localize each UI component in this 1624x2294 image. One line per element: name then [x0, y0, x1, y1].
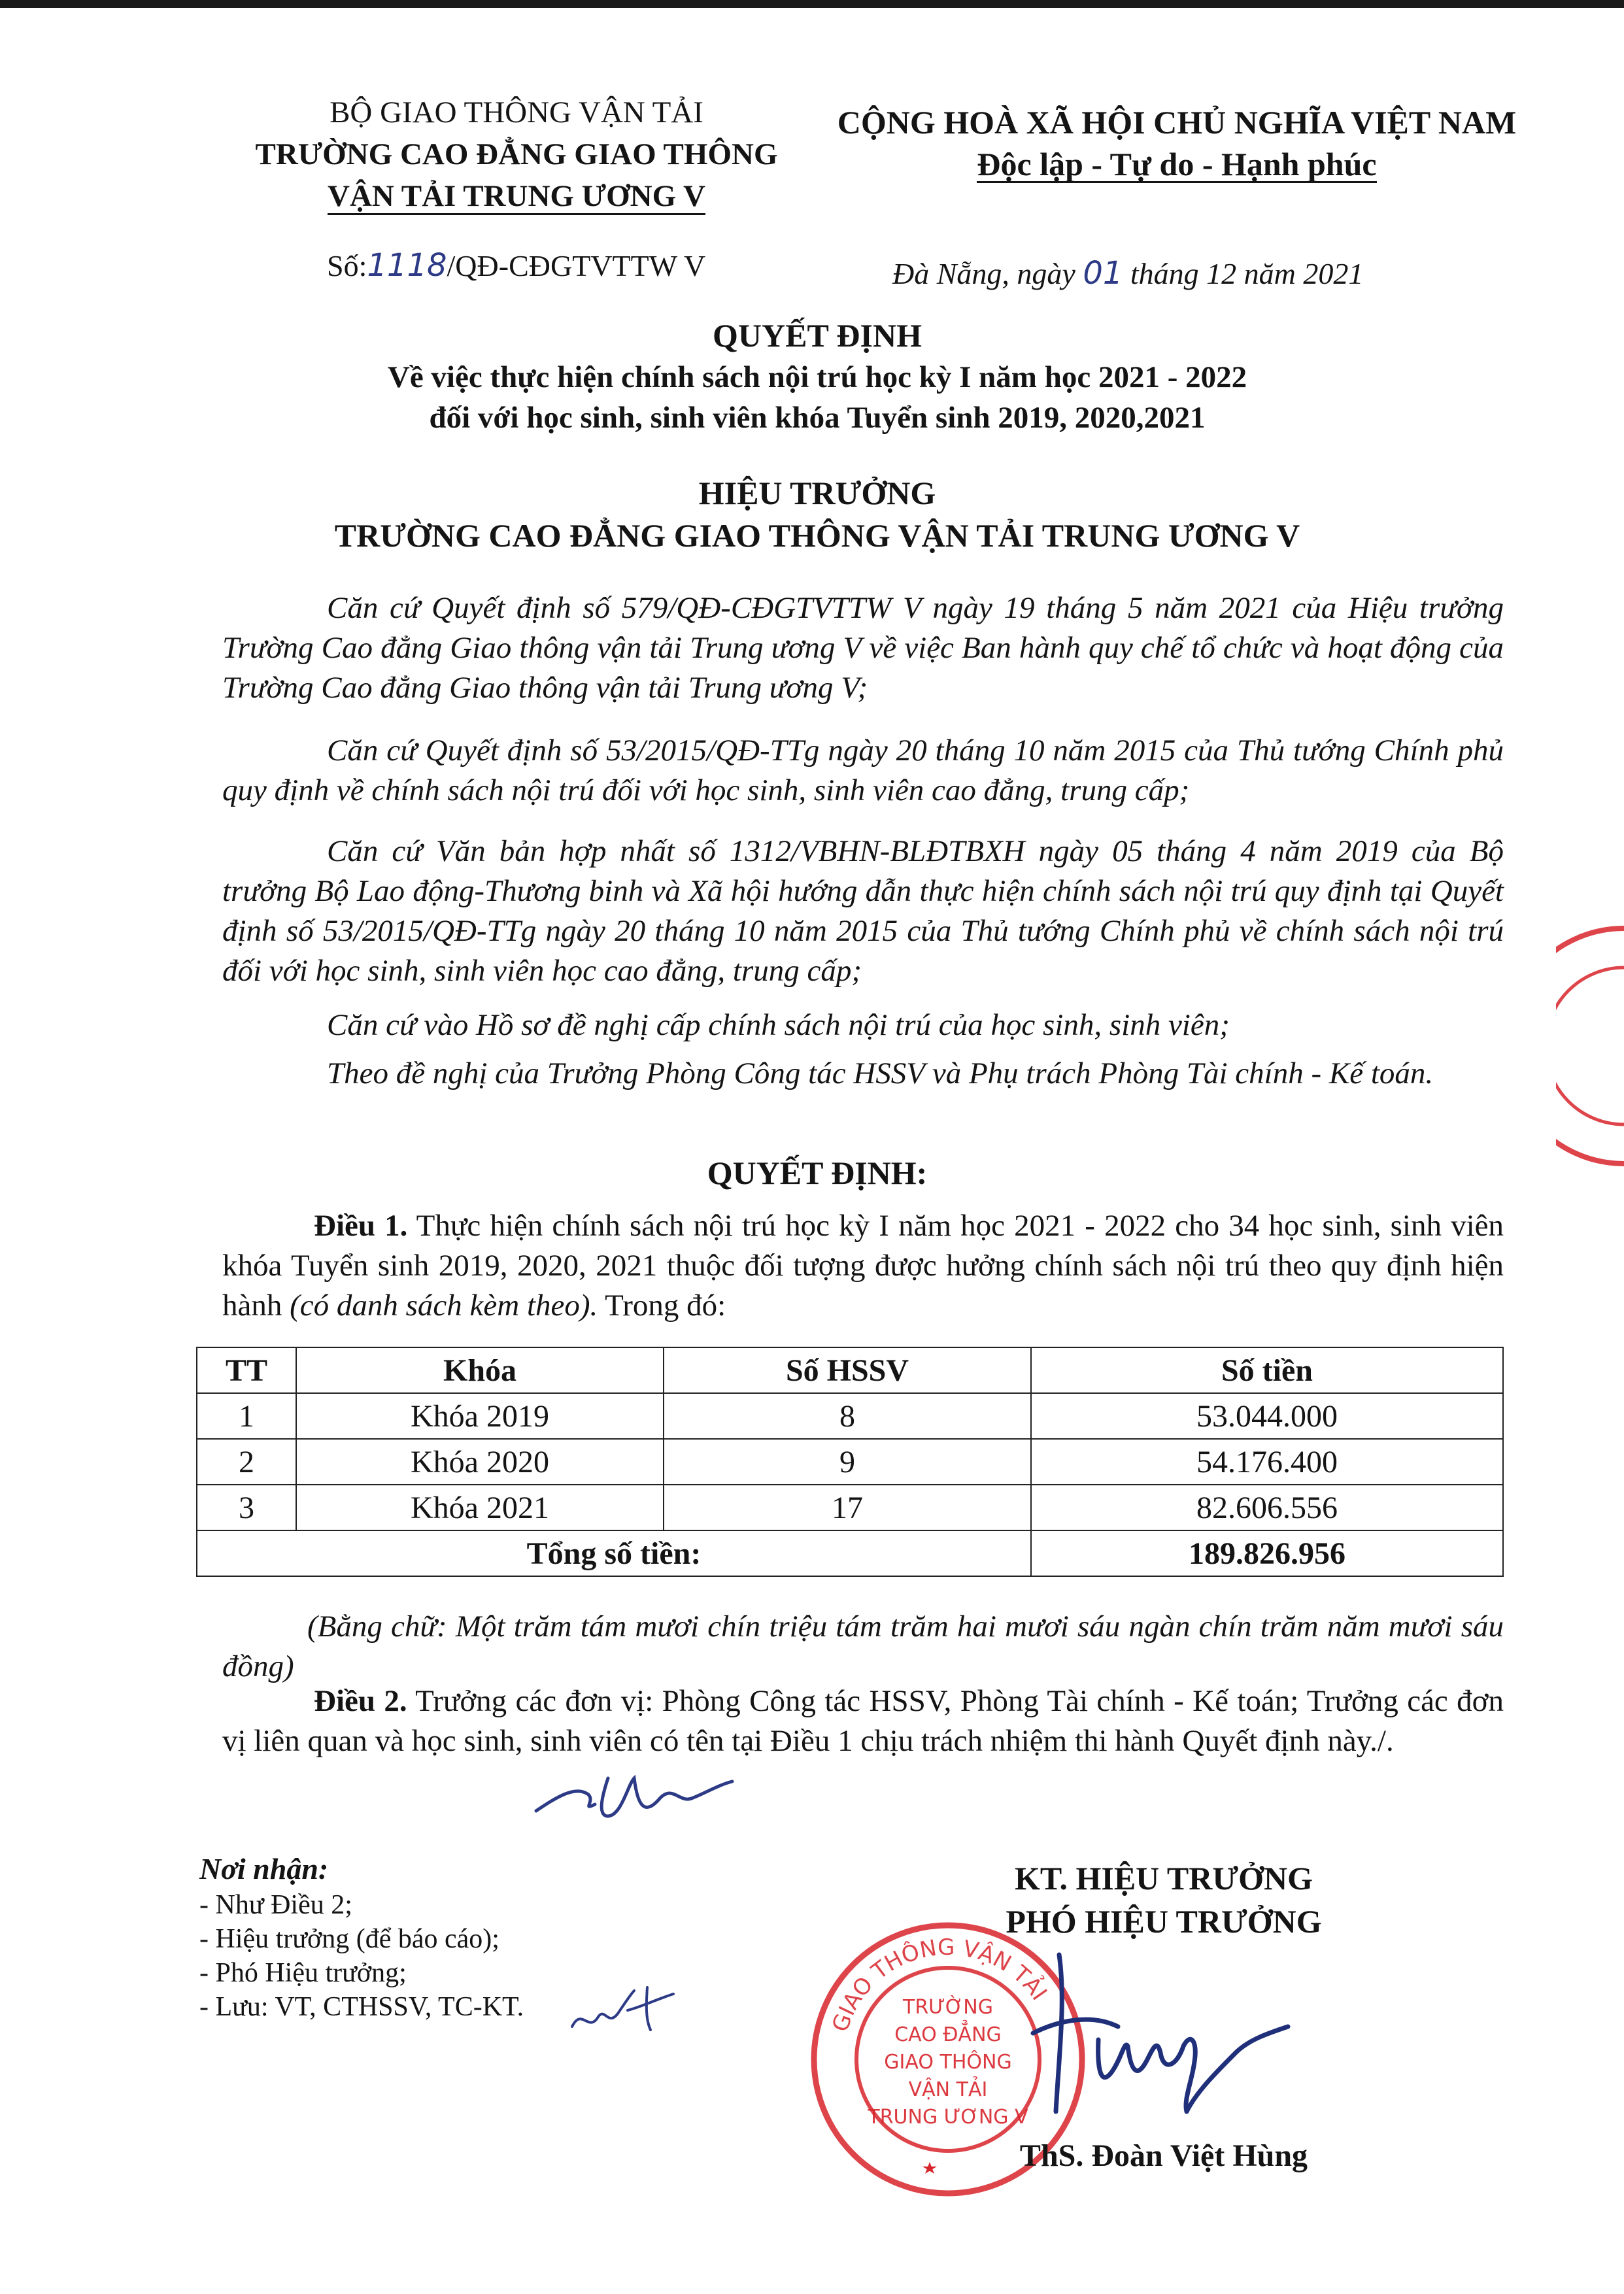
- issue-date-prefix: Đà Nẵng, ngày: [892, 257, 1083, 290]
- amount-in-words: (Bằng chữ: Một trăm tám mươi chín triệu tám trăm hai mươi sáu ngàn chín trăm năm mươi sáu đồng): [222, 1610, 1504, 1683]
- handwritten-signature-icon: [1020, 1942, 1294, 2131]
- article-1-note: (có danh sách kèm theo).: [290, 1289, 598, 1323]
- allowance-table: [196, 1347, 1504, 1577]
- col-header-so-tien: Số tiền: [1031, 1347, 1503, 1393]
- ministry-name: BỘ GIAO THÔNG VẬN TẢI: [330, 95, 703, 129]
- country-name: CỘNG HOÀ XÃ HỘI CHỦ NGHĨA VIỆT NAM: [837, 104, 1517, 141]
- authority-school: TRƯỜNG CAO ĐẲNG GIAO THÔNG VẬN TẢI TRUNG ƯƠNG V: [334, 517, 1300, 554]
- school-name-line1: TRƯỜNG CAO ĐẲNG GIAO THÔNG: [255, 137, 778, 171]
- basis-paragraph-3: Căn cứ Văn bản hợp nhất số 1312/VBHN-BLĐTBXH ngày 05 tháng 4 năm 2019 của Bộ trưởng Bộ Lao động-Thương binh và Xã hội hướng dẫn thực hiện chính sách nội trú quy định tại Quyết định số 53/2015/QĐ-TTg ngày 20 tháng 10 năm 2015 của Thủ tướng Chính phủ về chính sách nội trú đối với học sinh, sinh viên học cao đẳng, trung cấp;: [222, 834, 1504, 988]
- table-row: [197, 1393, 1503, 1439]
- cell-tt: 2: [197, 1439, 296, 1485]
- cell-tt: 3: [197, 1485, 296, 1530]
- cell-tt: 1: [197, 1393, 296, 1439]
- col-header-khoa: Khóa: [296, 1347, 664, 1393]
- table-row: [197, 1485, 1503, 1530]
- recipient-item: - Lưu: VT, CTHSSV, TC-KT.: [199, 1992, 524, 2022]
- recipient-item: - Hiệu trưởng (để báo cáo);: [199, 1924, 499, 1954]
- clerk-initials-icon: [569, 1981, 680, 2040]
- table-total-row: [197, 1530, 1503, 1576]
- seal-line: VẬN TẢI: [908, 2078, 988, 2101]
- total-label: Tổng số tiền:: [197, 1530, 1031, 1576]
- cell-so-tien: 53.044.000: [1031, 1393, 1503, 1439]
- seal-line: CAO ĐẲNG: [894, 2023, 1002, 2046]
- document-number: [327, 247, 705, 284]
- signature-title-1: KT. HIỆU TRƯỞNG: [1014, 1860, 1313, 1897]
- basis-paragraph-5: Theo đề nghị của Trưởng Phòng Công tác HSSV và Phụ trách Phòng Tài chính - Kế toán.: [327, 1056, 1434, 1090]
- svg-text:GIAO THÔNG VẬN TẢI: [827, 1934, 1052, 2035]
- decision-subject-line2: đối với học sinh, sinh viên khóa Tuyển sinh 2019, 2020,2021: [429, 401, 1206, 435]
- school-name-line2: VẬN TẢI TRUNG ƯƠNG V: [328, 179, 705, 215]
- recipients-title: Nơi nhận:: [199, 1852, 329, 1885]
- recipients-block: [199, 1850, 524, 2024]
- issuer-header: [216, 92, 817, 217]
- basis-paragraph-4: Căn cứ vào Hồ sơ đề nghị cấp chính sách nội trú của học sinh, sinh viên;: [327, 1008, 1230, 1042]
- cell-so-hssv: 9: [664, 1439, 1031, 1485]
- cell-so-hssv: 17: [664, 1485, 1031, 1530]
- cell-so-hssv: 8: [664, 1393, 1031, 1439]
- article-2-label: Điều 2.: [314, 1684, 407, 1718]
- signer-name: ThS. Đoàn Việt Hùng: [1019, 2138, 1308, 2173]
- cell-so-tien: 82.606.556: [1031, 1485, 1503, 1530]
- decision-heading: QUYẾT ĐỊNH: [713, 317, 922, 354]
- authority-title: HIỆU TRƯỞNG: [698, 475, 936, 511]
- article-2: [222, 1681, 1504, 1761]
- seal-outer-text: GIAO THÔNG VẬN TẢI: [827, 1934, 1053, 2036]
- initials-signature-icon: [530, 1759, 739, 1830]
- total-value: 189.826.956: [1031, 1530, 1503, 1576]
- seal-line: TRUNG ƯƠNG V: [868, 2106, 1028, 2129]
- document-number-suffix: /QĐ-CĐGTVTTW V: [447, 249, 706, 282]
- recipient-item: - Phó Hiệu trưởng;: [199, 1958, 407, 1988]
- document-number-prefix: Số:: [327, 249, 367, 282]
- issue-date-suffix: tháng 12 năm 2021: [1123, 257, 1364, 290]
- decision-subject-line1: Về việc thực hiện chính sách nội trú học kỳ I năm học 2021 - 2022: [387, 360, 1247, 394]
- seal-line: GIAO THÔNG: [884, 2051, 1012, 2074]
- cell-khoa: Khóa 2021: [296, 1485, 664, 1530]
- table-row: [197, 1439, 1503, 1485]
- cell-so-tien: 54.176.400: [1031, 1439, 1503, 1485]
- cell-khoa: Khóa 2020: [296, 1439, 664, 1485]
- decision-section-heading: QUYẾT ĐỊNH:: [707, 1155, 928, 1191]
- article-1: [222, 1206, 1504, 1326]
- issue-date-day: 01: [1083, 255, 1123, 292]
- col-header-tt: TT: [197, 1347, 296, 1393]
- article-2-text: Trưởng các đơn vị: Phòng Công tác HSSV, Phòng Tài chính - Kế toán; Trưởng các đơn vị liên quan và học sinh, sinh viên có tên tại Điều 1 chịu trách nhiệm thi hành Quyết định này./.: [222, 1684, 1504, 1758]
- recipient-item: - Như Điều 2;: [199, 1890, 352, 1920]
- edge-seal-fragment-icon: [1556, 922, 1624, 1170]
- issue-date: [892, 255, 1363, 292]
- table-header-row: [197, 1347, 1503, 1393]
- seal-line: TRƯỜNG: [903, 1996, 993, 2019]
- national-header: [830, 101, 1523, 185]
- basis-paragraph-1: Căn cứ Quyết định số 579/QĐ-CĐGTVTTW V ngày 19 tháng 5 năm 2021 của Hiệu trưởng Trường Cao đẳng Giao thông vận tải Trung ương V về việc Ban hành quy chế tổ chức và hoạt động của Trường Cao đẳng Giao thông vận tải Trung ương V;: [222, 591, 1504, 705]
- document-number-handwritten: 1118: [367, 247, 447, 284]
- signature-title-2: PHÓ HIỆU TRƯỞNG: [1006, 1903, 1322, 1940]
- article-1-tail: Trong đó:: [598, 1289, 726, 1323]
- col-header-so-hssv: Số HSSV: [664, 1347, 1031, 1393]
- article-1-text: Thực hiện chính sách nội trú học kỳ I năm học 2021 - 2022 cho 34 học sinh, sinh viên khóa Tuyển sinh 2019, 2020, 2021 thuộc đối tượng được hưởng chính sách nội trú theo quy định hiện hành: [222, 1209, 1504, 1323]
- scan-top-border: [0, 0, 1624, 8]
- basis-paragraph-2: Căn cứ Quyết định số 53/2015/QĐ-TTg ngày 20 tháng 10 năm 2015 của Thủ tướng Chính phủ quy định về chính sách nội trú đối với học sinh, sinh viên cao đẳng, trung cấp;: [222, 734, 1504, 807]
- national-motto: Độc lập - Tự do - Hạnh phúc: [977, 146, 1377, 182]
- article-1-label: Điều 1.: [314, 1209, 408, 1243]
- cell-khoa: Khóa 2019: [296, 1393, 664, 1439]
